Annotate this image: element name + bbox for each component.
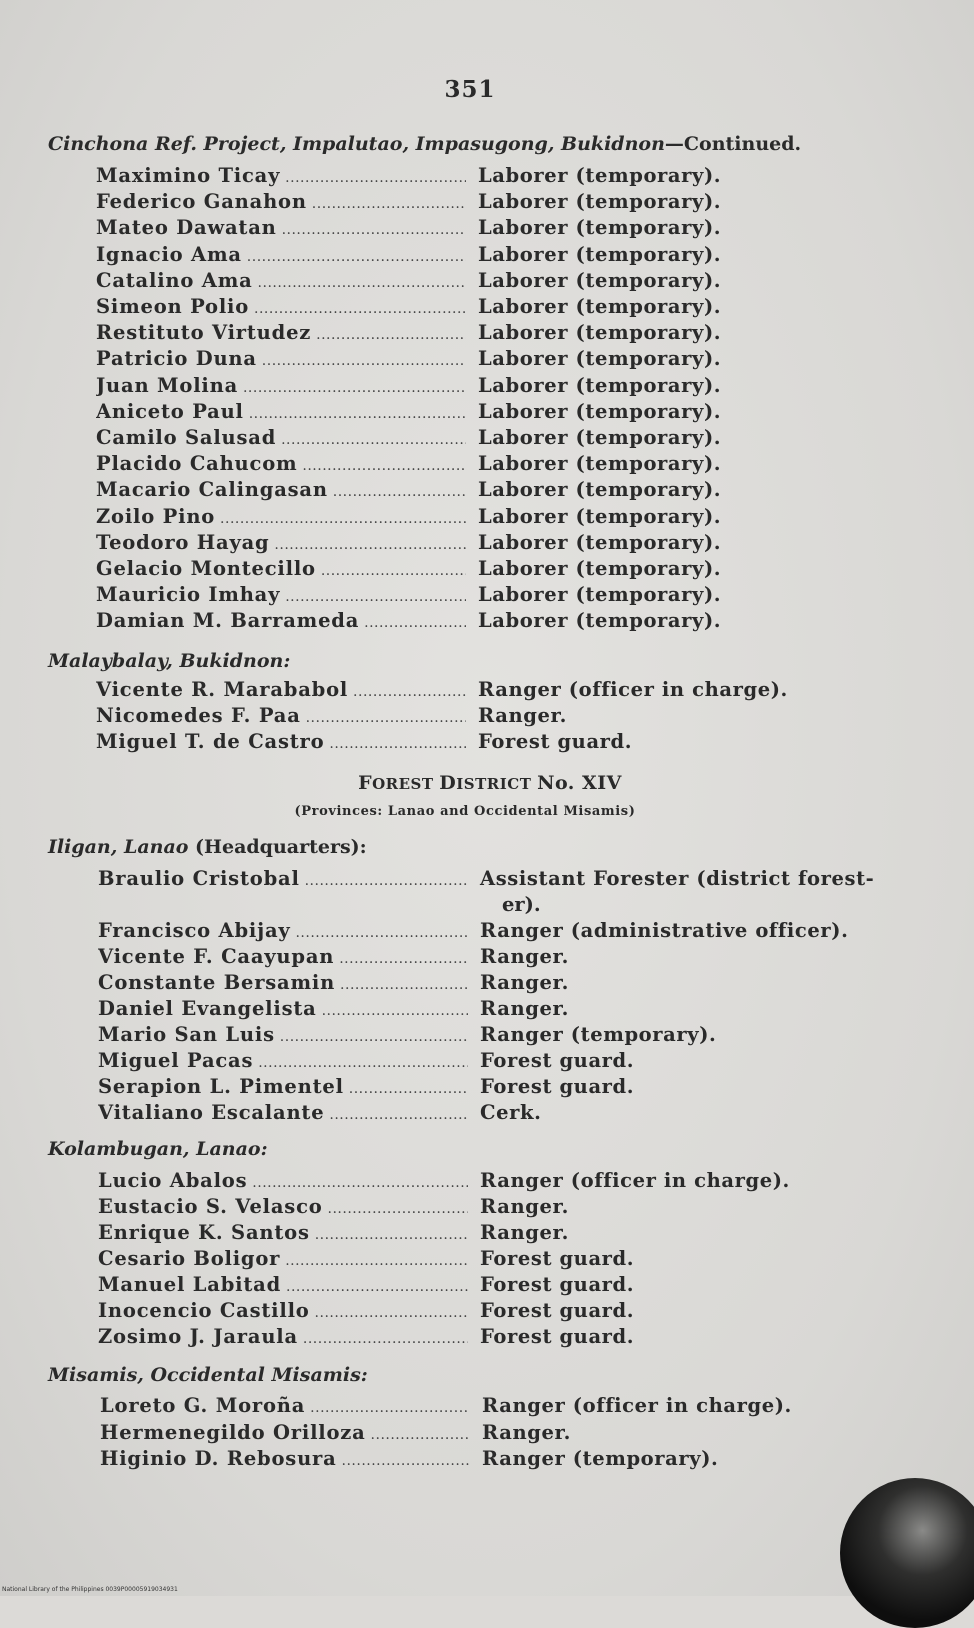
employee-position: Forest guard. (480, 1299, 635, 1322)
employee-name: Zosimo J. Jaraula ..... (98, 1325, 468, 1348)
roster-row (96, 216, 896, 242)
employee-name: Constante Bersamin ..... (98, 971, 468, 994)
employee-name: Hermenegildo Orilloza ..... (100, 1421, 470, 1444)
roster-row (96, 295, 896, 321)
employee-position: Ranger (temporary). (482, 1447, 719, 1470)
employee-name: Loreto G. Moroña ..... (100, 1394, 470, 1417)
scanner-thumb (840, 1478, 974, 1628)
roster-row (96, 452, 896, 478)
employee-name: Gelacio Montecillo ..... (96, 557, 466, 580)
employee-position: Forest guard. (480, 1049, 635, 1072)
roster-row (96, 269, 896, 295)
employee-name: Daniel Evangelista ..... (98, 997, 468, 1020)
employee-position: Laborer (temporary). (478, 190, 722, 214)
roster-row (100, 1421, 900, 1447)
employee-position: Ranger (officer in charge). (480, 1169, 790, 1192)
employee-position: Ranger. (480, 971, 569, 994)
roster-row (98, 1075, 898, 1101)
employee-position: Forest guard. (480, 1325, 635, 1348)
employee-position: Ranger (administrative officer). (480, 919, 849, 942)
employee-position: Laborer (temporary). (478, 426, 722, 449)
roster-row (96, 321, 896, 347)
employee-position: Laborer (temporary). (478, 399, 722, 423)
roster-row (98, 1101, 898, 1127)
section-heading-misamis: Misamis, Occidental Misamis: (48, 1364, 368, 1386)
roster-row (96, 609, 896, 635)
employee-position: Laborer (temporary). (478, 242, 722, 266)
roster-row (96, 478, 896, 504)
employee-name: Ignacio Ama ..... (96, 243, 466, 266)
roster-row (96, 505, 896, 531)
roster-row (96, 426, 896, 452)
roster-row (98, 1049, 898, 1075)
employee-position: Laborer (temporary). (478, 557, 722, 580)
roster-row (98, 919, 898, 945)
employee-name: Francisco Abijay ..... (98, 919, 468, 942)
employee-position: Forest guard. (478, 730, 633, 754)
employee-name: Juan Molina ..... (96, 374, 466, 397)
roster-row (96, 374, 896, 400)
roster-row (96, 678, 896, 704)
employee-name: Camilo Salusad ..... (96, 426, 466, 449)
employee-name: Mateo Dawatan ..... (96, 216, 466, 239)
employee-position: Laborer (temporary). (478, 295, 722, 318)
employee-name: Aniceto Paul ..... (96, 400, 466, 423)
employee-position: Forest guard. (480, 1075, 635, 1098)
employee-name: Cesario Boligor ..... (98, 1247, 468, 1270)
library-footer-note: National Library of the Philippines 0039P00005919034931 (2, 1586, 178, 1593)
employee-position: Laborer (temporary). (478, 609, 722, 633)
employee-name: Federico Ganahon ..... (96, 190, 466, 213)
employee-name: Maximino Ticay ..... (96, 164, 466, 187)
section-heading-iligan: Iligan, Lanao (Headquarters): (48, 836, 367, 858)
employee-position: Forest guard. (480, 1273, 635, 1296)
employee-name: Eustacio S. Velasco ..... (98, 1195, 468, 1218)
employee-position-continued: er). (502, 893, 541, 916)
employee-name: Miguel T. de Castro ..... (96, 730, 466, 753)
employee-position: Laborer (temporary). (478, 347, 722, 371)
employee-name: Catalino Ama ..... (96, 269, 466, 292)
employee-name: Enrique K. Santos ..... (98, 1221, 468, 1244)
employee-position: Forest guard. (480, 1247, 635, 1270)
roster-row (100, 1394, 900, 1420)
employee-position: Laborer (temporary). (478, 530, 722, 554)
employee-name: Macario Calingasan ..... (96, 478, 466, 501)
employee-name: Restituto Virtudez ..... (96, 321, 466, 344)
roster-row (98, 997, 898, 1023)
employee-name: Damian M. Barrameda ..... (96, 609, 466, 632)
section-heading-kolambugan: Kolambugan, Lanao: (48, 1138, 268, 1160)
roster-row (98, 1247, 898, 1273)
employee-position: Ranger (officer in charge). (478, 678, 788, 701)
employee-position: Laborer (temporary). (478, 504, 722, 528)
roster-row (96, 164, 896, 190)
employee-name: Mario San Luis ..... (98, 1023, 468, 1046)
employee-name: Lucio Abalos ..... (98, 1169, 468, 1192)
page-number: 351 (444, 76, 496, 103)
roster-row (98, 1195, 898, 1221)
roster-row (98, 1023, 898, 1049)
employee-name: Vicente R. Marababol ..... (96, 678, 466, 701)
roster-row (96, 400, 896, 426)
roster-row (96, 557, 896, 583)
employee-position: Laborer (temporary). (478, 452, 722, 476)
employee-position: Ranger. (480, 1221, 569, 1244)
employee-position: Ranger. (480, 945, 569, 968)
roster-row (96, 730, 896, 756)
roster-row (96, 531, 896, 557)
employee-position: Ranger. (480, 997, 569, 1020)
roster-row (96, 243, 896, 269)
roster-row (98, 867, 898, 916)
employee-name: Teodoro Hayag ..... (96, 531, 466, 554)
employee-name: Vitaliano Escalante ..... (98, 1101, 468, 1124)
employee-name: Patricio Duna ..... (96, 347, 466, 370)
employee-name: Zoilo Pino ..... (96, 505, 466, 528)
employee-name: Nicomedes F. Paa ..... (96, 704, 466, 727)
roster-row (96, 190, 896, 216)
roster-row (96, 347, 896, 373)
employee-name: Inocencio Castillo ..... (98, 1299, 468, 1322)
employee-position: Laborer (temporary). (478, 268, 722, 292)
employee-position: Cerk. (480, 1101, 542, 1124)
employee-position: Laborer (temporary). (478, 478, 722, 502)
employee-position: Ranger. (478, 704, 567, 728)
employee-position: Laborer (temporary). (478, 164, 722, 187)
employee-name: Simeon Polio ..... (96, 295, 466, 318)
employee-position: Laborer (temporary). (478, 583, 722, 607)
employee-name: Braulio Cristobal ..... (98, 867, 468, 890)
employee-name: Mauricio Imhay ..... (96, 583, 466, 606)
roster-row (96, 583, 896, 609)
employee-position: Ranger (temporary). (480, 1023, 717, 1046)
employee-name: Vicente F. Caayupan ..... (98, 945, 468, 968)
employee-name: Higinio D. Rebosura ..... (100, 1447, 470, 1470)
employee-name: Serapion L. Pimentel ..... (98, 1075, 468, 1098)
employee-position: Laborer (temporary). (478, 373, 722, 397)
roster-row (98, 1273, 898, 1299)
district-provinces: (Provinces: Lanao and Occidental Misamis) (294, 804, 636, 819)
employee-name: Manuel Labitad ..... (98, 1273, 468, 1296)
section-heading-malaybalay: Malaybalay, Bukidnon: (48, 650, 291, 672)
employee-position: Laborer (temporary). (478, 321, 722, 345)
roster-row (96, 704, 896, 730)
district-title: FOREST DISTRICT No. XIV (358, 772, 622, 794)
roster-row (98, 1169, 898, 1195)
employee-name: Placido Cahucom ..... (96, 452, 466, 475)
employee-position: Ranger. (480, 1195, 569, 1218)
roster-row (98, 1221, 898, 1247)
roster-row (98, 945, 898, 971)
roster-row (98, 971, 898, 997)
employee-name: Miguel Pacas ..... (98, 1049, 468, 1072)
employee-position: Laborer (temporary). (478, 216, 722, 240)
roster-row (100, 1447, 900, 1473)
roster-row (98, 1299, 898, 1325)
section-heading-cinchona: Cinchona Ref. Project, Impalutao, Impasugong, Bukidnon—Continued. (48, 133, 802, 155)
employee-position: Ranger. (482, 1420, 571, 1444)
employee-position: Ranger (officer in charge). (482, 1394, 792, 1417)
roster-row (98, 1325, 898, 1351)
employee-position: Assistant Forester (district forest- (480, 867, 875, 890)
